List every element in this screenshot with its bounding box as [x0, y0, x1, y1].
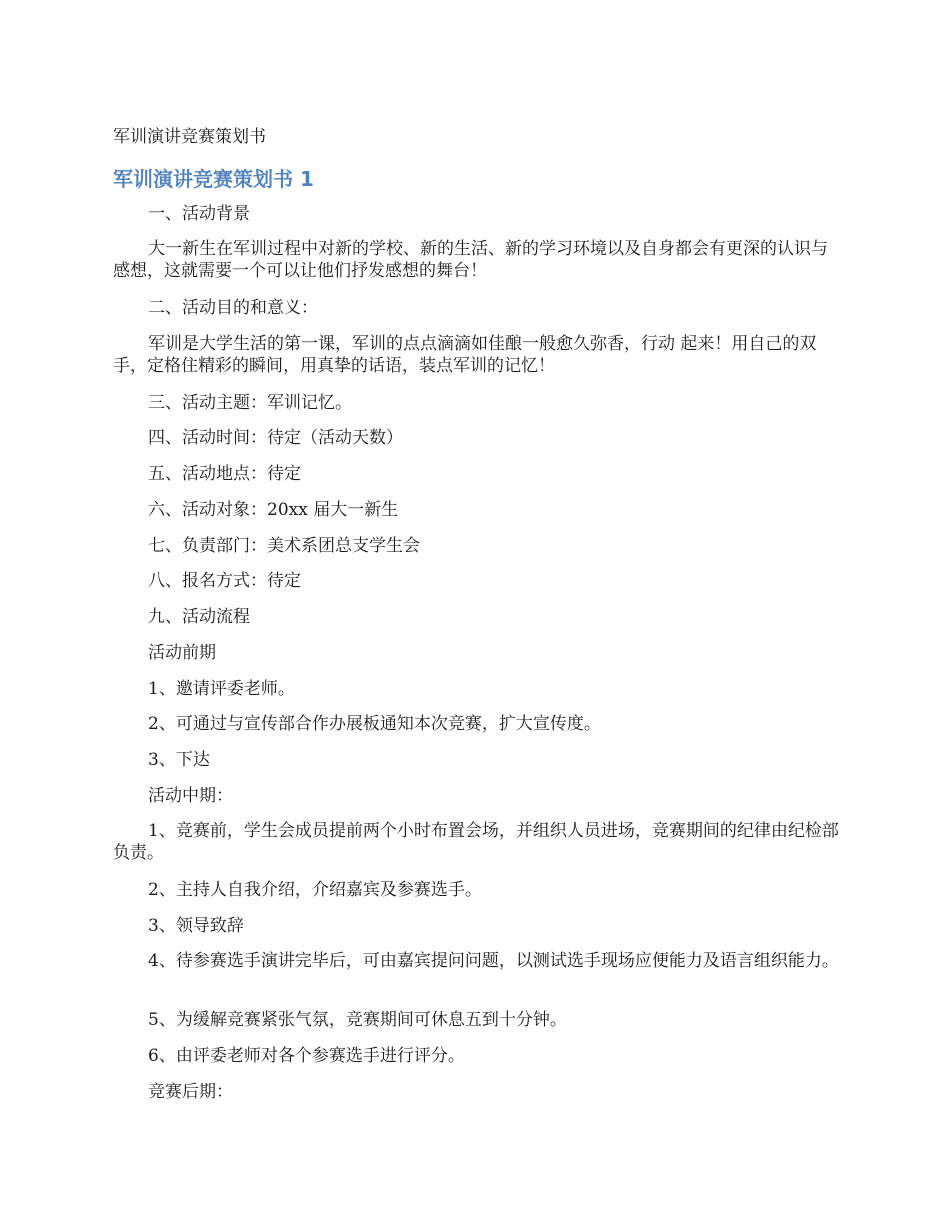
paragraph: 军训是大学生活的第一课，军训的点点滴滴如佳酿一般愈久弥香，行动 起来！用自己的双手，定格住精彩的瞬间，用真挚的话语，装点军训的记忆！ [113, 334, 817, 376]
paragraph-purpose: 二、活动目的和意义： [148, 298, 318, 318]
paragraph-early-stage: 活动前期 [148, 643, 216, 663]
list-item: 5、为缓解竞赛紧张气氛，竞赛期间可休息五到十分钟。 [148, 1010, 567, 1030]
paragraph-location: 五、活动地点：待定 [148, 464, 301, 484]
paragraph-activity-background: 一、活动背景 [148, 204, 250, 224]
section-heading: 军训演讲竞赛策划书 1 [113, 167, 314, 191]
paragraph-process: 九、活动流程 [148, 607, 250, 627]
paragraph-time: 四、活动时间：待定（活动天数） [148, 428, 403, 448]
list-item: 1、邀请评委老师。 [148, 679, 295, 699]
list-item: 2、可通过与宣传部合作办展板通知本次竞赛，扩大宣传度。 [148, 714, 601, 734]
paragraph-late-stage: 竞赛后期： [148, 1082, 233, 1102]
list-item: 2、主持人自我介绍，介绍嘉宾及参赛选手。 [148, 880, 482, 900]
paragraph-mid-stage: 活动中期： [148, 786, 233, 806]
document-title: 军训演讲竞赛策划书 [113, 127, 266, 147]
list-item: 4、待参赛选手演讲完毕后，可由嘉宾提问问题，以测试选手现场应便能力及语言组织能力。 [148, 951, 839, 971]
list-item: 3、下达 [148, 750, 210, 770]
list-item: 6、由评委老师对各个参赛选手进行评分。 [148, 1046, 465, 1066]
paragraph: 大一新生在军训过程中对新的学校、新的生活、新的学习环境以及自身都会有更深的认识与感想，这就需要一个可以让他们抒发感想的舞台！ [113, 239, 828, 281]
list-item: 3、领导致辞 [148, 916, 244, 936]
paragraph-theme: 三、活动主题：军训记忆。 [148, 393, 352, 413]
list-item: 1、竞赛前，学生会成员提前两个小时布置会场，并组织人员进场，竞赛期间的纪律由纪检部负责。 [113, 821, 839, 863]
paragraph-department: 七、负责部门：美术系团总支学生会 [148, 536, 420, 556]
paragraph-audience: 六、活动对象：20xx 届大一新生 [148, 500, 399, 520]
paragraph-registration: 八、报名方式：待定 [148, 571, 301, 591]
